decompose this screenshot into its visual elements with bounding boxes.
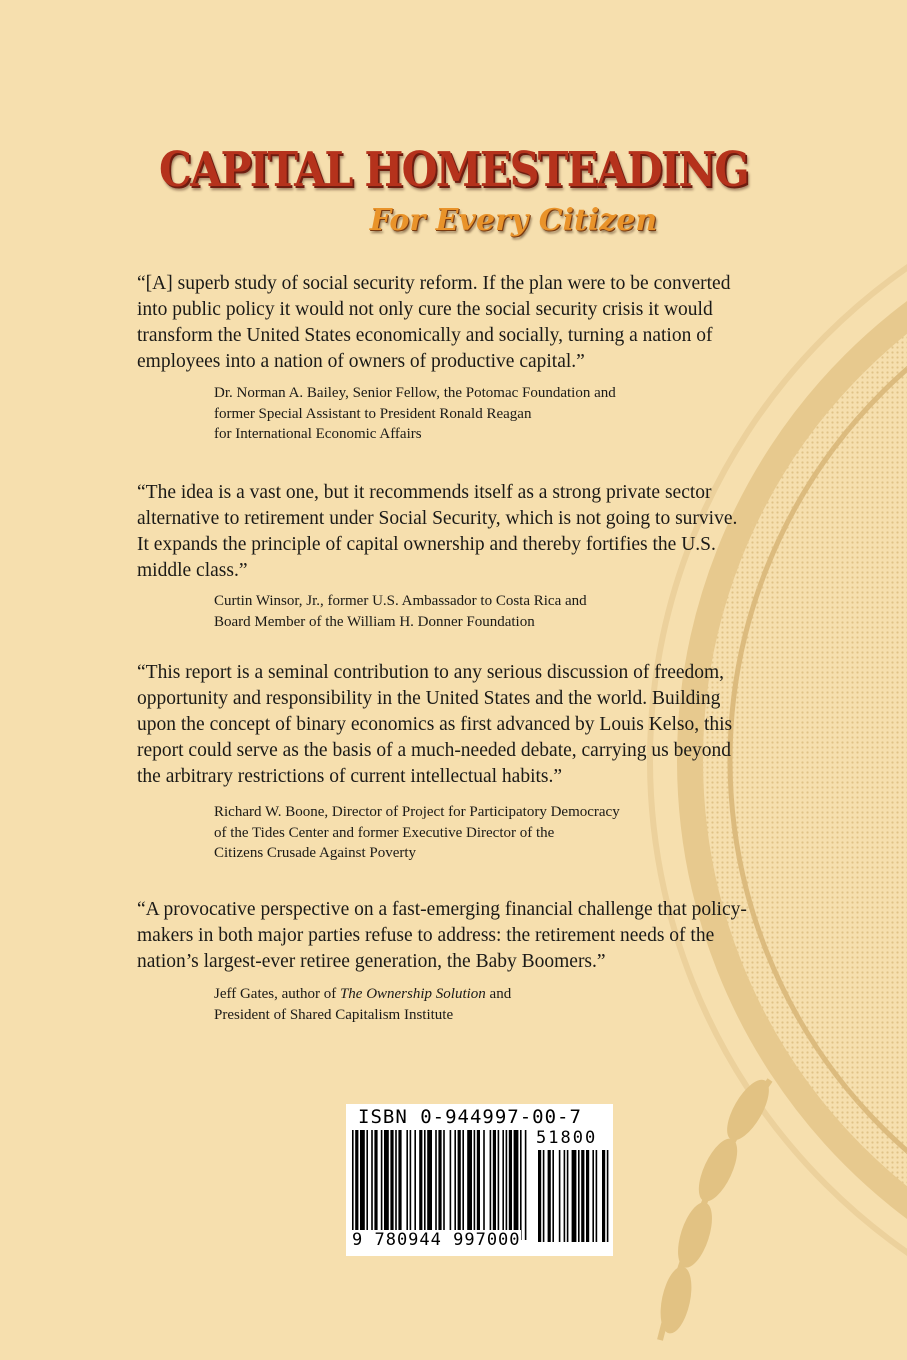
addon-barcode-bar [602, 1150, 605, 1242]
barcode-bar [374, 1130, 377, 1240]
endorsement-attribution-2: Curtin Winsor, Jr., former U.S. Ambassador to Costa Rica and Board Member of the William H. Donner Foundation [214, 593, 587, 630]
addon-barcode-bar [607, 1150, 609, 1242]
barcode-bar [371, 1130, 373, 1240]
addon-barcode-bar [586, 1150, 589, 1242]
barcode-bar [427, 1130, 432, 1240]
addon-barcode-bar [578, 1150, 580, 1242]
addon-barcode-bar [538, 1150, 541, 1242]
barcode-bar [395, 1130, 397, 1240]
barcode-bar [502, 1130, 504, 1240]
barcode-bar [490, 1130, 492, 1240]
barcode-bar [438, 1130, 441, 1240]
book-title-reference: The Ownership Solution [339, 986, 486, 1002]
isbn-barcode [346, 1104, 613, 1256]
endorsement-attribution-4: Jeff Gates, author of The Ownership Solution and President of Shared Capitalism Institute [214, 986, 512, 1023]
addon-barcode-bar [596, 1150, 598, 1242]
barcode-bar [509, 1130, 512, 1240]
barcode-bar [498, 1130, 500, 1240]
addon-barcode-bar [564, 1150, 566, 1242]
barcode-bar [506, 1130, 508, 1240]
barcode-bar [483, 1130, 485, 1240]
barcode-bar [366, 1130, 368, 1240]
endorsement-quote-3: “This report is a seminal contribution to any serious discussion of freedom, opportunity and responsibility in the United States and the world. Building upon the concept of binary economics as first advanced by Louis Kelso, this report could serve as the basis of a much-needed debate, carrying us beyond the arbitrary restrictions of current intellectual habits.” [137, 662, 733, 787]
barcode-bar [514, 1130, 519, 1240]
addon-barcode-bar [552, 1150, 554, 1242]
barcode-bar [384, 1130, 389, 1240]
barcode-bar [360, 1130, 365, 1240]
barcode-bar [450, 1130, 452, 1240]
barcode-bar [525, 1130, 527, 1240]
barcode-bar [435, 1130, 437, 1240]
barcode-bar [493, 1130, 496, 1240]
barcode-bar [410, 1130, 412, 1240]
isbn-label: ISBN 0-944997-00-7 [358, 1106, 582, 1128]
book-subtitle: For Every Citizen [369, 203, 658, 238]
barcode-bar [458, 1130, 461, 1240]
barcode-bar [398, 1130, 401, 1240]
barcode-bar [390, 1130, 393, 1240]
book-title: CAPITAL HOMESTEADING [159, 142, 748, 198]
barcode-bar [467, 1130, 472, 1240]
addon-barcode-bar [567, 1150, 569, 1242]
endorsement-quote-1: “[A] superb study of social security reform. If the plan were to be converted into public policy it would not only cure the social security crisis it would transform the United States economically and socially, turning a nation of employees into a nation of owners of productive capital.” [137, 273, 731, 372]
barcode-bar [443, 1130, 445, 1240]
endorsement-quote-2: “The idea is a vast one, but it recommends itself as a strong private sector alternative to retirement under Social Security, which is not going to survive. It expands the principle of capital ownership and thereby fortifies the U.S. middle class.” [137, 482, 738, 581]
addon-barcode-bar [592, 1150, 594, 1242]
barcode-bar [462, 1130, 464, 1240]
barcode-bar [352, 1130, 354, 1240]
endorsement-quote-4: “A provocative perspective on a fast-emerging financial challenge that policy- makers in both major parties refuse to address: the retirement needs of the nation’s largest-ever retiree generation, the Baby Boomers.” [137, 899, 747, 972]
barcode-bar [419, 1130, 422, 1240]
barcode-bar [520, 1130, 522, 1240]
addon-barcode-bar [572, 1150, 577, 1242]
barcode-bar [477, 1130, 480, 1240]
addon-barcode-bar [548, 1150, 551, 1242]
barcode-bar [454, 1130, 456, 1240]
addon-barcode-bar [581, 1150, 584, 1242]
barcode-bar [474, 1130, 476, 1240]
barcode-bar [406, 1130, 408, 1240]
endorsement-attribution-1: Dr. Norman A. Bailey, Senior Fellow, the Potomac Foundation and former Special Assistant to President Ronald Reagan for International Economic Affairs [214, 385, 616, 442]
price-code: 51800 [536, 1128, 598, 1148]
barcode-bar [355, 1130, 358, 1240]
barcode-bar [414, 1130, 416, 1240]
ean-number: 9 780944 997000 [352, 1230, 521, 1250]
addon-barcode-bar [543, 1150, 545, 1242]
barcode-bar [381, 1130, 383, 1240]
endorsement-attribution-3: Richard W. Boone, Director of Project for Participatory Democracy of the Tides Center and former Executive Director of the Citizens Crusade Against Poverty [214, 804, 620, 861]
addon-barcode-bar [559, 1150, 561, 1242]
barcode-bar [424, 1130, 426, 1240]
